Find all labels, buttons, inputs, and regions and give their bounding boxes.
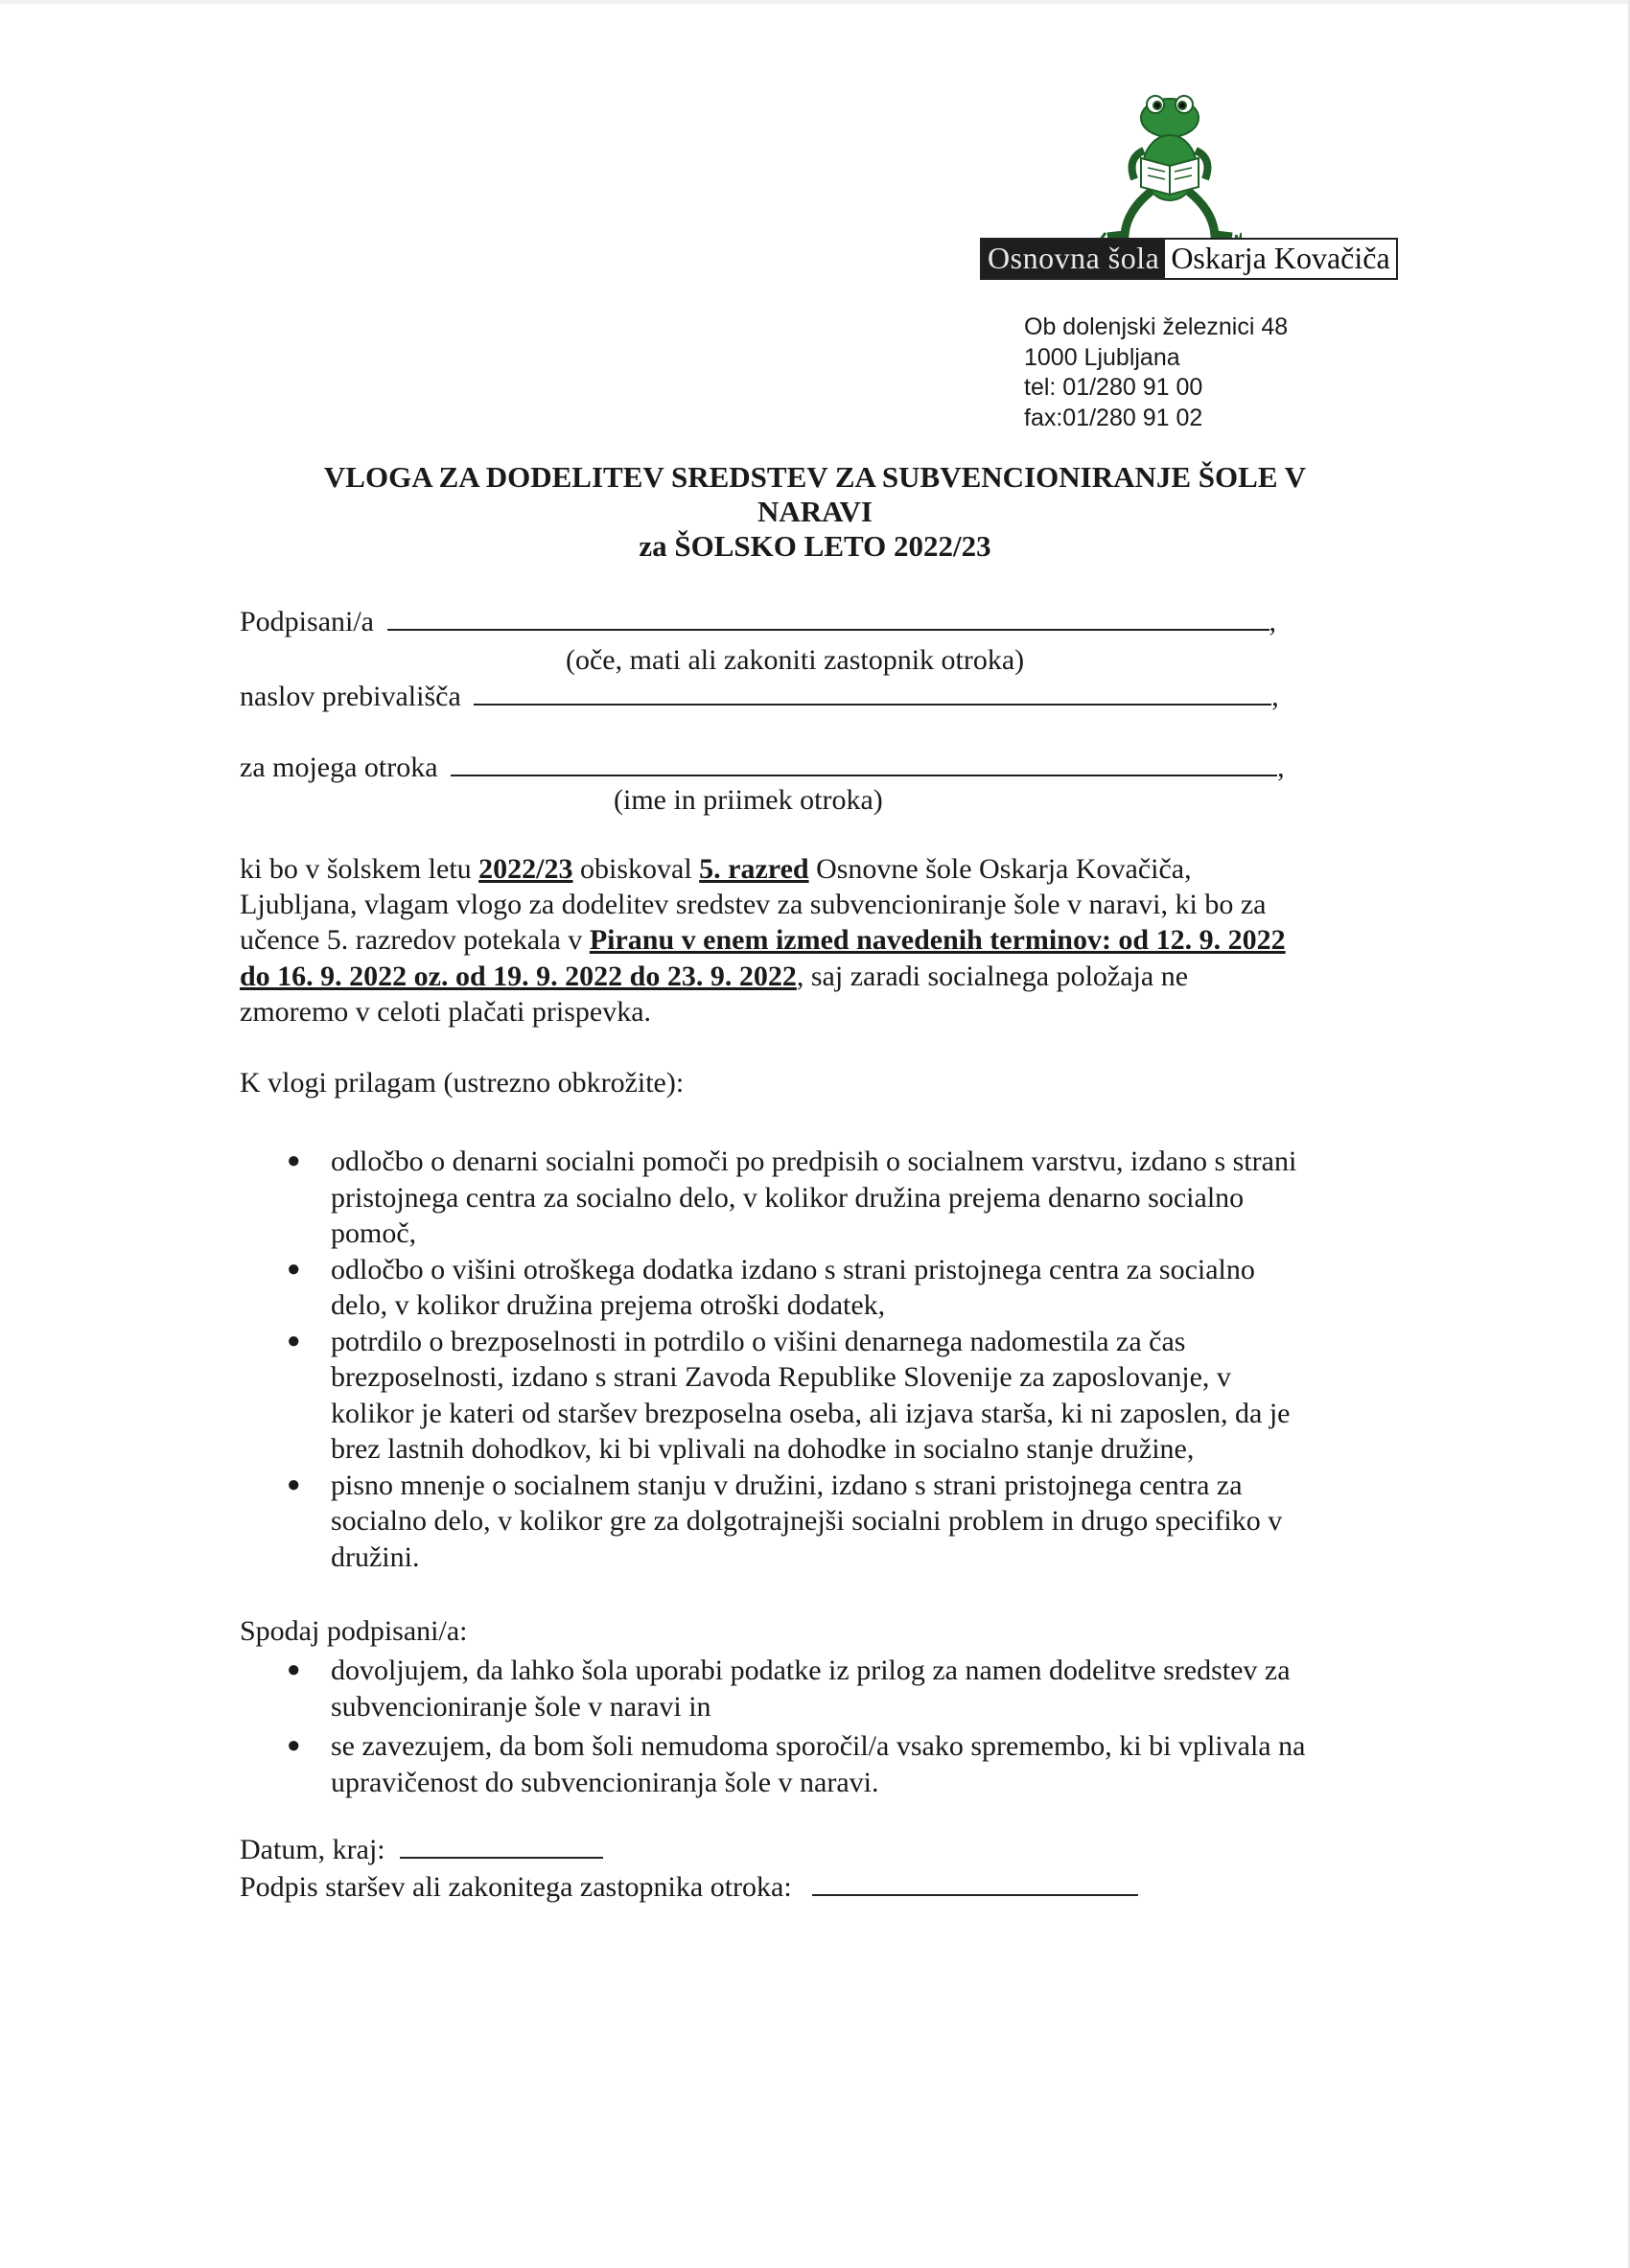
address-row bbox=[240, 679, 1279, 713]
residence-address-field[interactable] bbox=[474, 679, 1271, 706]
scan-edge bbox=[0, 0, 1630, 4]
comma: , bbox=[1269, 606, 1276, 637]
signature-row bbox=[240, 1871, 1138, 1904]
school-logo-name bbox=[980, 238, 1398, 280]
bullet-icon: ● bbox=[287, 1657, 301, 1682]
paragraph-line: Ljubljana, vlagam vlogo za dodelitev sredstev za subvencioniranje šole v naravi, ki bo za bbox=[240, 889, 1267, 921]
list-item[interactable] bbox=[240, 1144, 1409, 1252]
item-text: družini. bbox=[331, 1540, 420, 1573]
item-text: potrdilo o brezposelnosti in potrdilo o višini denarnega nadomestila za čas bbox=[331, 1325, 1186, 1357]
item-text: pomoč, bbox=[331, 1217, 417, 1249]
child-hint: (ime in priimek otroka) bbox=[614, 784, 883, 816]
document-title bbox=[240, 460, 1390, 564]
title-line: VLOGA ZA DODELITEV SREDSTEV ZA SUBVENCIONIRANJE ŠOLE V bbox=[323, 460, 1307, 494]
address-phone: tel: 01/280 91 00 bbox=[1024, 374, 1203, 401]
item-text: brez lastnih dohodkov, ki bi vplivali na dohodke in socialno stanje družine, bbox=[331, 1433, 1195, 1465]
text: učence 5. razredov potekala v bbox=[240, 924, 590, 957]
attachments-intro: K vlogi prilagam (ustrezno obkrožite): bbox=[240, 1067, 685, 1099]
application-paragraph bbox=[240, 851, 1395, 1030]
address-city: 1000 Ljubljana bbox=[1024, 343, 1180, 371]
signer-hint: (oče, mati ali zakoniti zastopnik otroka) bbox=[566, 644, 1025, 676]
text: obiskoval bbox=[572, 853, 700, 885]
school-address bbox=[1024, 312, 1288, 433]
paragraph-line bbox=[240, 959, 1395, 994]
logo-text-school-type: Osnovna šola bbox=[982, 240, 1165, 278]
residence-address-label: naslov prebivališča bbox=[240, 681, 461, 712]
item-text: kolikor je kateri od staršev brezposelna oseba, ali izjava starša, ki ni zaposlen, da je bbox=[331, 1397, 1291, 1429]
bullet-icon: ● bbox=[287, 1256, 301, 1282]
grade: 5. razred bbox=[699, 853, 809, 885]
address-street: Ob dolenjski železnici 48 bbox=[1024, 313, 1289, 340]
bullet-icon: ● bbox=[287, 1148, 301, 1173]
signer-label: Podpisani/a bbox=[240, 606, 374, 637]
bullet-icon: ● bbox=[287, 1733, 301, 1758]
child-name-field[interactable] bbox=[451, 750, 1277, 776]
item-text: dovoljujem, da lahko šola uporabi podatke iz prilog za namen dodelitve sredstev za bbox=[331, 1655, 1291, 1686]
signature-field[interactable] bbox=[812, 1871, 1138, 1896]
list-item bbox=[240, 1728, 1409, 1800]
child-label: za mojega otroka bbox=[240, 752, 438, 783]
comma: , bbox=[1271, 681, 1279, 712]
item-text: delo, v kolikor družina prejema otroški dodatek, bbox=[331, 1289, 886, 1321]
comma: , bbox=[1277, 752, 1285, 783]
item-text: pristojnega centra za socialno delo, v kolikor družina prejema denarno socialno bbox=[331, 1181, 1245, 1214]
frog-reading-book-icon bbox=[1098, 91, 1242, 244]
text: ki bo v šolskem letu bbox=[240, 853, 479, 885]
date-place-row bbox=[240, 1834, 603, 1866]
location-dates: do 16. 9. 2022 oz. od 19. 9. 2022 do 23. 9. 2022 bbox=[240, 960, 797, 992]
paragraph-line bbox=[240, 851, 1395, 887]
list-item[interactable] bbox=[240, 1468, 1409, 1576]
item-text: odločbo o denarni socialni pomoči po predpisih o socialnem varstvu, izdano s strani bbox=[331, 1146, 1297, 1177]
text: , saj zaradi socialnega položaja ne bbox=[796, 960, 1189, 992]
date-place-label: Datum, kraj: bbox=[240, 1834, 385, 1865]
title-line: NARAVI bbox=[757, 495, 873, 528]
item-text: brezposelnosti, izdano s strani Zavoda Republike Slovenije za zaposlovanje, v bbox=[331, 1361, 1231, 1393]
item-text: odločbo o višini otroškega dodatka izdano s strani pristojnega centra za socialno bbox=[331, 1253, 1255, 1285]
list-item bbox=[240, 1653, 1409, 1724]
bullet-icon: ● bbox=[287, 1471, 301, 1497]
text: Osnovne šole Oskarja Kovačiča, bbox=[808, 853, 1192, 885]
location-dates: Piranu v enem izmed navedenih terminov: od 12. 9. 2022 bbox=[589, 924, 1286, 957]
signer-row bbox=[240, 604, 1276, 638]
paragraph-line: zmoremo v celoti plačati prispevka. bbox=[240, 995, 652, 1028]
paragraph-line bbox=[240, 922, 1395, 958]
address-fax: fax:01/280 91 02 bbox=[1024, 404, 1203, 431]
logo-text-school-name: Oskarja Kovačiča bbox=[1165, 240, 1395, 278]
school-year: 2022/23 bbox=[478, 853, 573, 885]
item-text: upravičenost do subvencioniranja šole v naravi. bbox=[331, 1766, 879, 1798]
list-item[interactable] bbox=[240, 1324, 1409, 1468]
title-line: za ŠOLSKO LETO 2022/23 bbox=[639, 529, 991, 563]
item-text: socialno delo, v kolikor gre za dolgotrajnejši socialni problem in drugo specifiko v bbox=[331, 1505, 1283, 1537]
item-text: pisno mnenje o socialnem stanju v družini, izdano s strani pristojnega centra za bbox=[331, 1469, 1243, 1501]
child-row bbox=[240, 750, 1285, 784]
date-place-field[interactable] bbox=[400, 1834, 603, 1859]
bullet-icon: ● bbox=[287, 1328, 301, 1354]
signature-label: Podpis staršev ali zakonitega zastopnika otroka: bbox=[240, 1871, 792, 1903]
attachments-list bbox=[240, 1144, 1409, 1575]
item-text: se zavezujem, da bom šoli nemudoma sporočil/a vsako spremembo, ki bi vplivala na bbox=[331, 1730, 1306, 1762]
item-text: subvencioniranje šole v naravi in bbox=[331, 1690, 711, 1723]
consent-intro: Spodaj podpisani/a: bbox=[240, 1615, 468, 1647]
consent-list bbox=[240, 1653, 1409, 1800]
list-item[interactable] bbox=[240, 1252, 1409, 1324]
signer-name-field[interactable] bbox=[387, 604, 1269, 631]
